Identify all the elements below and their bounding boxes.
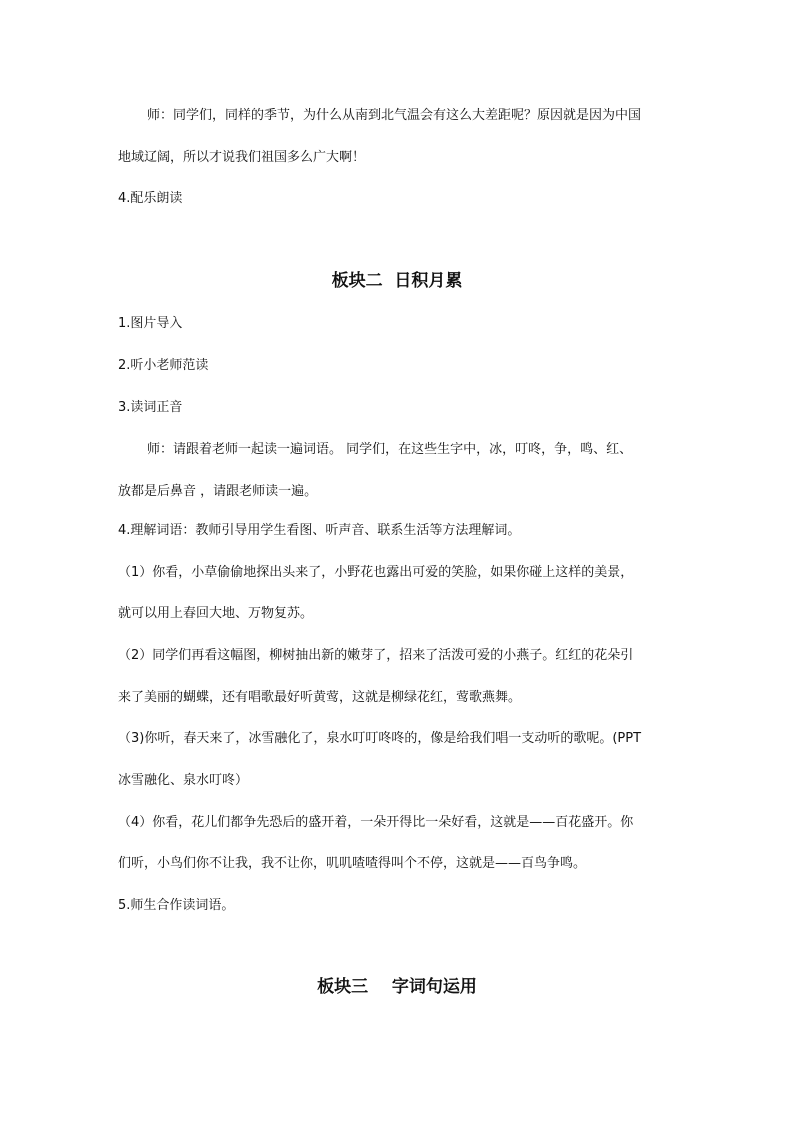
- sub-item-line: （2）同学们再看这幅图，柳树抽出新的嫩芽了，招来了活泼可爱的小燕子。红红的花朵引: [118, 648, 634, 663]
- list-item: 4.理解词语：教师引导用学生看图、听声音、联系生活等方法理解词。: [118, 523, 521, 538]
- sub-item-line: （4）你看，花儿们都争先恐后的盛开着，一朵开得比一朵好看，这就是——百花盛开。你: [118, 815, 634, 830]
- section-heading: 板块三 字词句运用: [317, 977, 477, 997]
- list-item: 5.师生合作读词语。: [118, 898, 235, 913]
- sub-item-line: 来了美丽的蝴蝶，还有唱歌最好听黄莺，这就是柳绿花红，莺歌燕舞。: [118, 690, 522, 705]
- sub-item-line: 就可以用上春回大地、万物复苏。: [118, 606, 314, 621]
- list-item: 4.配乐朗读: [118, 191, 183, 206]
- teacher-paragraph-line: 师：同学们，同样的季节，为什么从南到北气温会有这么大差距呢？原因就是因为中国: [147, 108, 642, 123]
- sub-item-line: 冰雪融化、泉水叮咚）: [118, 773, 249, 788]
- list-item: 2.听小老师范读: [118, 358, 209, 373]
- teacher-paragraph-line: 师：请跟着老师一起读一遍词语。 同学们，在这些生字中，冰，叮咚，争，鸣、红、: [147, 442, 633, 457]
- teacher-paragraph-line: 放都是后鼻音 ，请跟老师读一遍。: [118, 484, 318, 499]
- list-item: 3.读词正音: [118, 400, 183, 415]
- sub-item-line: （1）你看，小草偷偷地探出头来了，小野花也露出可爱的笑脸，如果你碰上这样的美景，: [118, 565, 634, 580]
- sub-item-line: 们听，小鸟们你不让我，我不让你，叽叽喳喳得叫个不停，这就是——百鸟争鸣。: [118, 856, 587, 871]
- sub-item-line: （3)你听，春天来了，冰雪融化了，泉水叮叮咚咚的，像是给我们唱一支动听的歌呢。(PPT: [118, 731, 642, 746]
- list-item: 1.图片导入: [118, 316, 183, 331]
- teacher-paragraph-line: 地域辽阔，所以才说我们祖国多么广大啊！: [118, 150, 366, 165]
- section-heading: 板块二 日积月累: [331, 271, 463, 291]
